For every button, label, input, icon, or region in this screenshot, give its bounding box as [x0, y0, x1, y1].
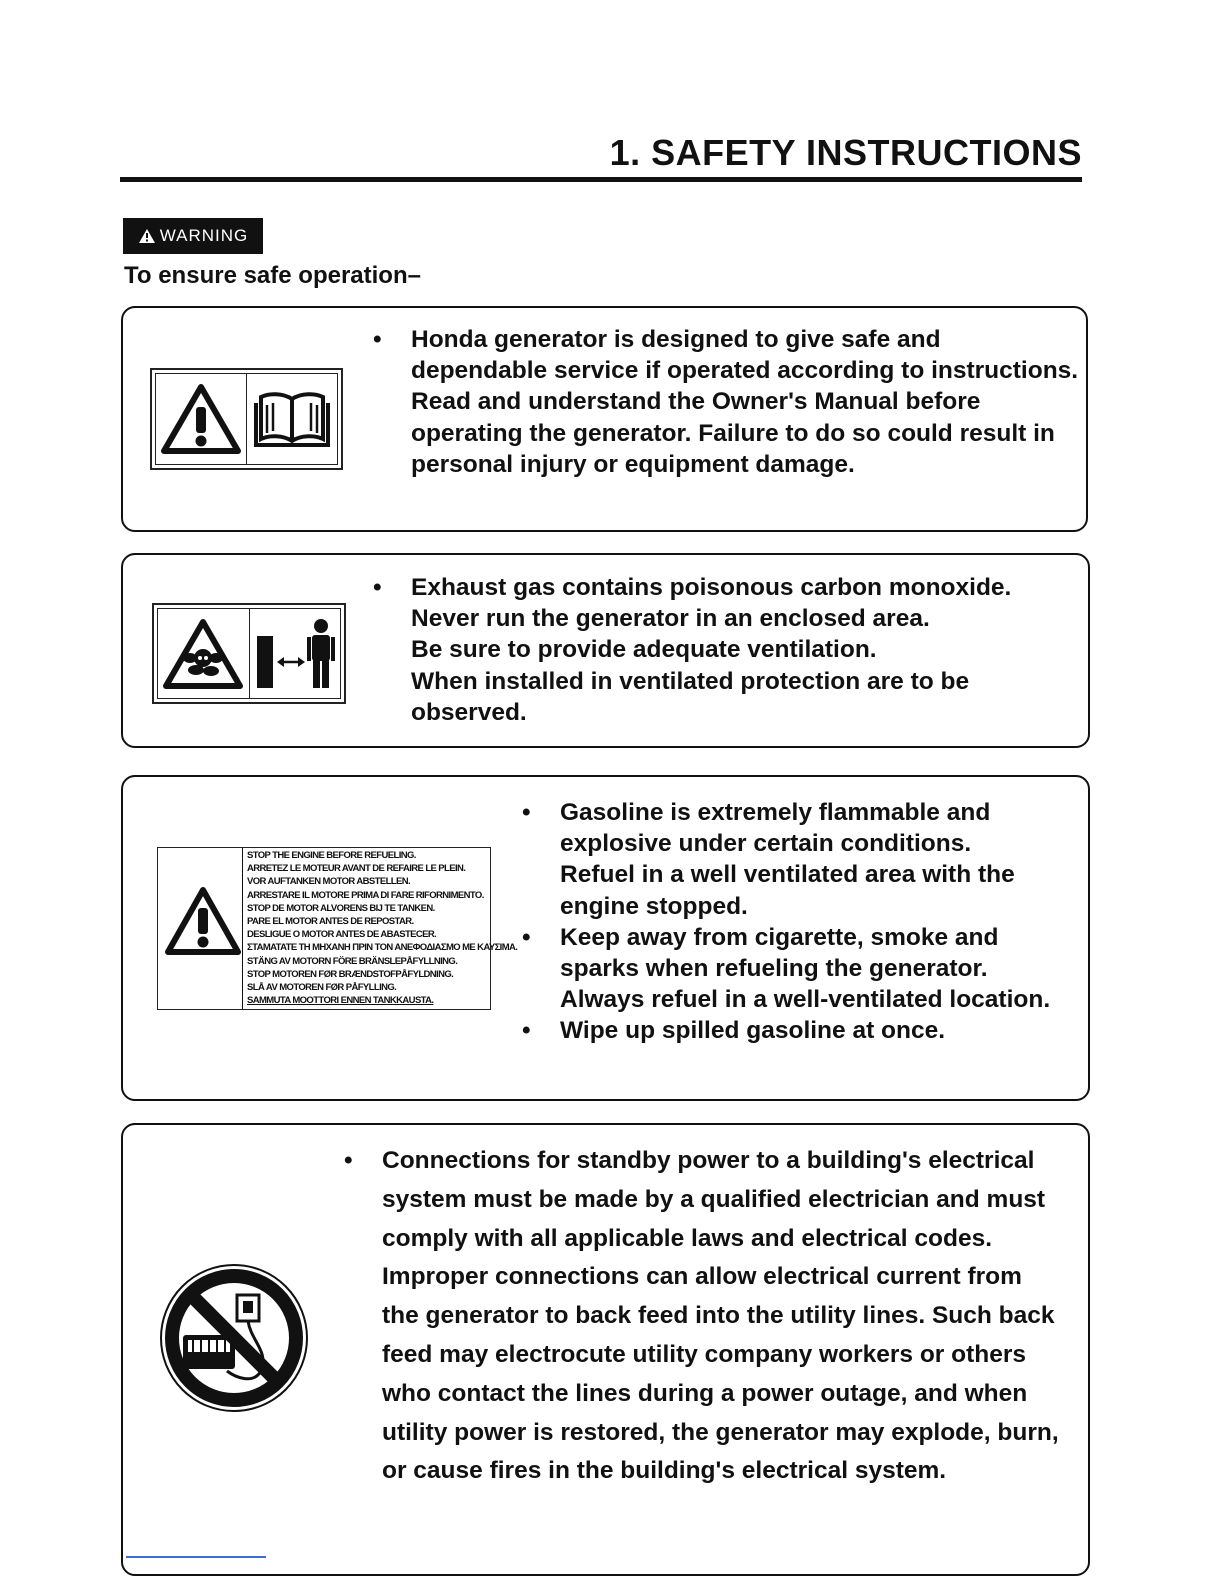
bullet-list: [560, 797, 1080, 1047]
label-line: STOP MOTOREN FØR BRÆNDSTOFPÅFYLDNING.: [247, 968, 454, 980]
label-line: VOR AUFTANKEN MOTOR ABSTELLEN.: [247, 876, 411, 888]
title-divider: [120, 177, 1082, 182]
refuel-label-pictogram: [157, 847, 518, 1010]
no-backfeed-connection-icon: [157, 1261, 311, 1415]
label-line: STÄNG AV MOTORN FÖRE BRÄNSLEPÅFYLLNING.: [247, 955, 458, 967]
list-item: • Exhaust gas contains poisonous carbon monoxide. Never run the generator in an enclosed area. Be sure to provide adequate ventilation. When installed in ventilated protection are to be observed.: [411, 572, 1081, 728]
safety-panel-standby-power: [121, 1123, 1090, 1576]
toxic-gas-icon: [162, 618, 244, 690]
label-line: ARRETEZ LE MOTEUR AVANT DE REFAIRE LE PLEIN.: [247, 863, 466, 875]
list-item: • Keep away from cigarette, smoke and sparks when refueling the generator. Always refuel in a well-ventilated location.: [560, 922, 1080, 1016]
label-line: ΣΤΑΜΑΤΑΤΕ ΤΗ ΜΗΧΑΝΗ ΠΡΙΝ ΤΟΝ ΑΝΕΦΟΔΙΑΣΜΟ ΜΕ ΚΑΥΣΙΜΑ.: [247, 942, 518, 954]
label-line: SLÅ AV MOTOREN FØR PÅFYLLING.: [247, 982, 397, 994]
page-edge-mark: [126, 1556, 266, 1558]
safety-panel-manual: [121, 306, 1088, 532]
safety-panel-exhaust: [121, 553, 1090, 748]
warning-badge-label: WARNING: [159, 226, 249, 245]
label-line: STOP DE MOTOR ALVORENS BIJ TE TANKEN.: [247, 902, 435, 914]
label-line: ARRESTARE IL MOTORE PRIMA DI FARE RIFORNIMENTO.: [247, 889, 484, 901]
bullet-list: [411, 572, 1081, 728]
multilingual-refuel-label: [247, 849, 518, 1007]
exhaust-pictogram: [152, 603, 346, 704]
label-line: PARE EL MOTOR ANTES DE REPOSTAR.: [247, 916, 414, 928]
list-item: • Gasoline is extremely flammable and explosive under certain conditions. Refuel in a well ventilated area with the engine stopped.: [560, 797, 1080, 922]
manual-pictogram: [150, 368, 343, 470]
bullet-list: [382, 1142, 1062, 1491]
manual-book-icon: [253, 387, 331, 451]
alert-triangle-icon: [164, 886, 242, 956]
label-line: SAMMUTA MOOTTORI ENNEN TANKKAUSTA.: [247, 995, 434, 1007]
label-line: DESLIGUE O MOTOR ANTES DE ABASTECER.: [247, 929, 437, 941]
list-item: • Wipe up spilled gasoline at once.: [560, 1015, 1080, 1046]
intro-text: To ensure safe operation–: [124, 262, 421, 289]
page-title: 1. SAFETY INSTRUCTIONS: [609, 132, 1082, 173]
warning-badge: [123, 218, 263, 254]
ventilation-person-icon: [251, 616, 339, 692]
alert-triangle-icon: [160, 383, 242, 455]
alert-triangle-icon: [138, 228, 156, 244]
list-item: • Connections for standby power to a building's electrical system must be made by a qualified electrician and must comply with all applicable laws and electrical codes. Improper connections can allow electrical current from the generator to back feed into the utility lines. Such back feed may electrocute utility company workers or others who contact the lines during a power outage, and when utility power is restored, the generator may explode, burn, or cause fires in the building's electrical system.: [382, 1142, 1062, 1491]
list-item: • Honda generator is designed to give safe and dependable service if operated according to instructions. Read and understand the Owner's Manual before operating the generator. Failure to do so could result in personal injury or equipment damage.: [411, 324, 1081, 480]
label-line: STOP THE ENGINE BEFORE REFUELING.: [247, 850, 416, 861]
bullet-list: [411, 324, 1081, 480]
safety-panel-fuel: [121, 775, 1090, 1101]
